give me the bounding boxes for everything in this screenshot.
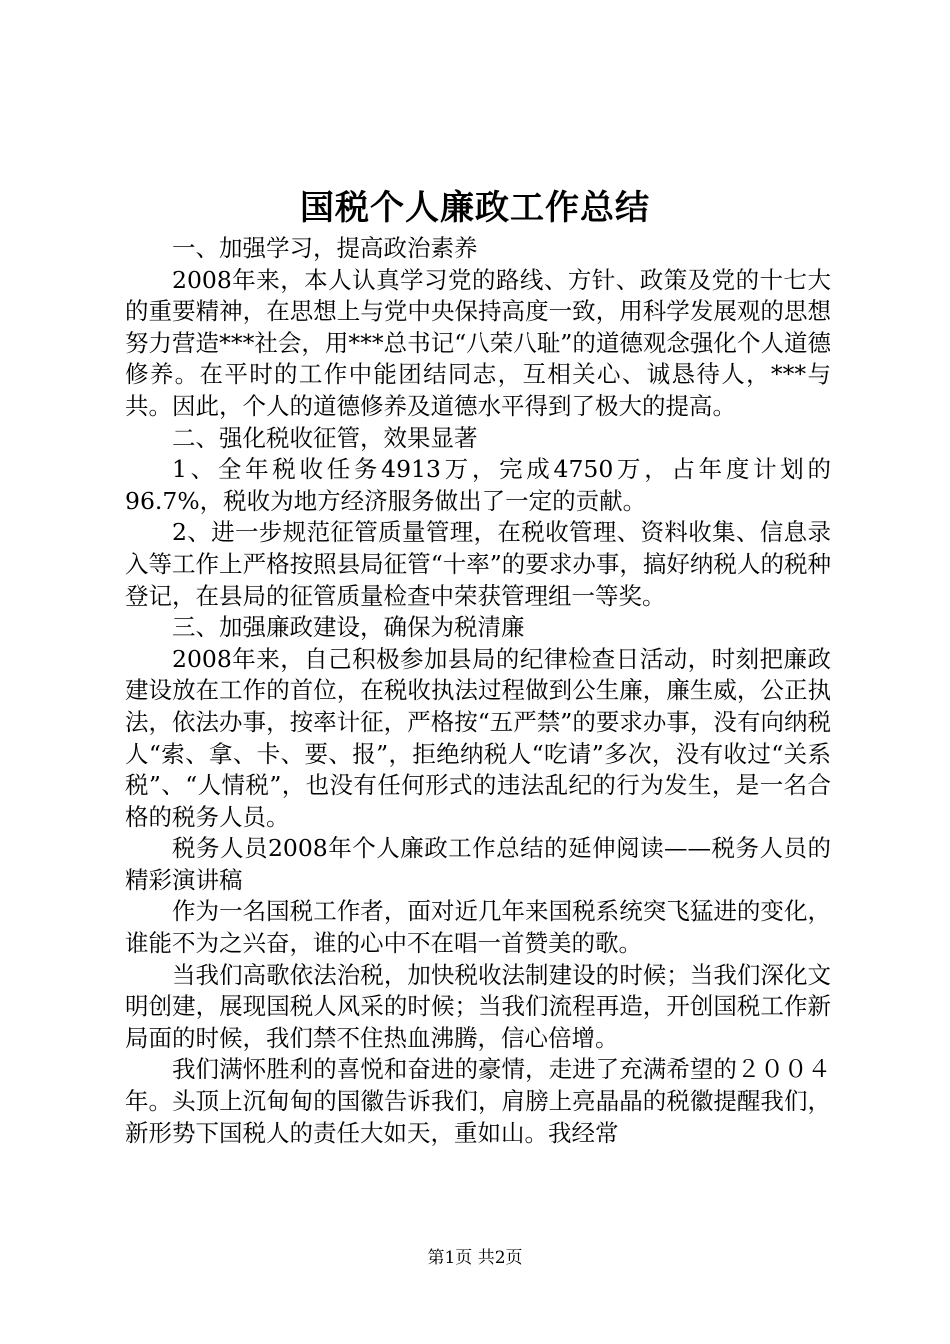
document-title: 国税个人廉政工作总结 [300, 188, 650, 228]
paragraph-tax-task: 1、全年税收任务4913万，完成4750万，占年度计划的96.7%，税收为地方经济服务做出了一定的贡献。 [125, 455, 831, 515]
paragraph-integrity: 2008年来，自己积极参加县局的纪律检查日活动，时刻把廉政建设放在工作的首位，在税收执法过程做到公生廉，廉生威，公正执法，依法办事，按率计征，严格按“五严禁”的要求办事，没有向纳税人“索、拿、卡、要、报”，拒绝纳税人“吃请”多次，没有收过“关系税”、“人情税”，也没有任何形式的违法乱纪的行为发生，是一名合格的税务人员。 [125, 644, 831, 831]
section-heading-3: 三、加强廉政建设，确保为税清廉 [172, 613, 525, 642]
paragraph-speech-intro: 作为一名国税工作者，面对近几年来国税系统突飞猛进的变化，谁能不为之兴奋，谁的心中不在唱一首赞美的歌。 [125, 897, 831, 958]
section-heading-2: 二、强化税收征管，效果显著 [172, 423, 478, 452]
section-heading-1: 一、加强学习，提高政治素养 [172, 234, 478, 262]
paragraph-speech-2004: 我们满怀胜利的喜悦和奋进的豪情，走进了充满希望的２００４年。头顶上沉甸甸的国徽告诉我们，肩膀上亮晶晶的税徽提醒我们，新形势下国税人的责任大如天，重如山。我经常 [125, 1055, 831, 1147]
page-footer: 第1页 共2页 [427, 1248, 523, 1268]
paragraph-speech-changes: 当我们高歌依法治税，加快税收法制建设的时候；当我们深化文明创建，展现国税人风采的时候；当我们流程再造，开创国税工作新局面的时候，我们禁不住热血沸腾，信心倍增。 [125, 960, 831, 1052]
paragraph-study: 2008年来，本人认真学习党的路线、方针、政策及党的十七大的重要精神，在思想上与党中央保持高度一致，用科学发展观的思想努力营造***社会，用***总书记“八荣八耻”的道德观念强化个人道德修养。在平时的工作中能团结同志，互相关心、诚恳待人，***与共。因此，个人的道德修养及道德水平得到了极大的提高。 [125, 265, 831, 420]
paragraph-quality-management: 2、进一步规范征管质量管理，在税收管理、资料收集、信息录入等工作上严格按照县局征管“十率”的要求办事，搞好纳税人的税种登记，在县局的征管质量检查中荣获管理组一等奖。 [125, 518, 831, 610]
document-body [125, 233, 831, 1149]
paragraph-extended-reading: 税务人员2008年个人廉政工作总结的延伸阅读——税务人员的精彩演讲稿 [125, 834, 831, 894]
